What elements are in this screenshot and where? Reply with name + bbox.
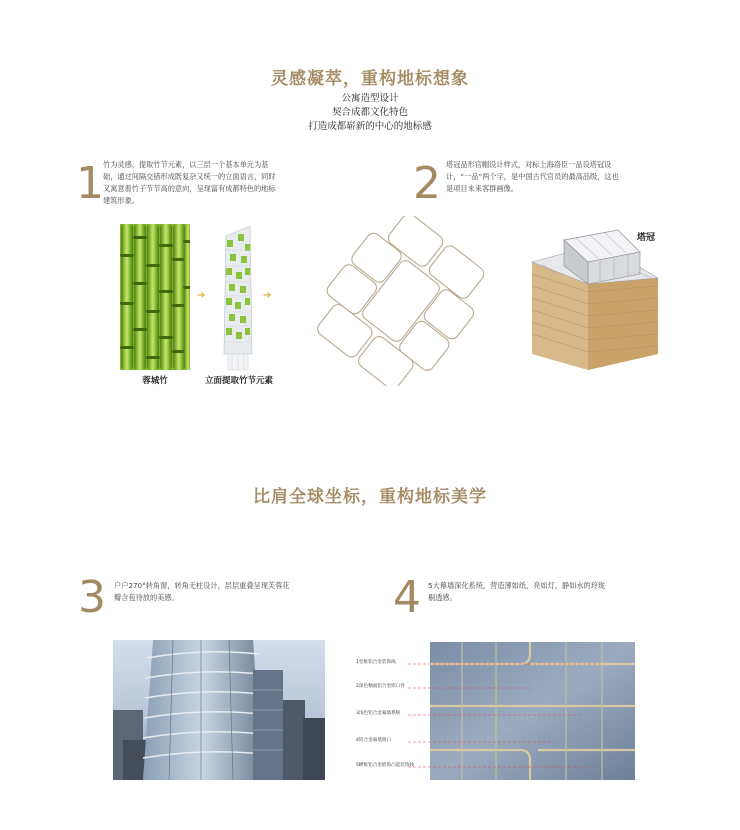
item2-line: 是项目未来客群画像。: [446, 184, 518, 193]
item1-line: 础，通过间隔交错形成既复杂又统一的立面语言，同时: [103, 172, 276, 181]
building-corner-photo: [113, 640, 325, 780]
curtain-label-5: 5横框铝合金嵌饰凸起装饰线: [356, 763, 415, 768]
floor-plan-diagram: [312, 216, 490, 386]
section2-title: 比肩全球坐标，重构地标美学: [253, 487, 487, 507]
item2-number: 2: [413, 158, 441, 209]
curtain-label-3: 3浅色铝合金幕墙系统: [356, 711, 401, 716]
curtain-label-4: 4铝合金幕墙窗口: [356, 738, 392, 743]
bamboo-image: [120, 224, 190, 370]
caption-tower: 立面提取竹节元素: [204, 376, 273, 386]
section1-subtitle-2: 契合成都文化特色: [331, 107, 408, 118]
item4-description: [428, 580, 668, 604]
item4-line: 5大幕墙深化系统，营造薄如纸，亮如灯，静如水的玲珑: [428, 581, 606, 590]
arrow-right-icon: ➔: [263, 290, 272, 301]
item2-description: [446, 159, 666, 195]
curtain-label-2: 2深色釉面铝合金嵌口件: [356, 684, 405, 689]
caption-bamboo: 蓉城竹: [142, 376, 168, 386]
arrow-right-icon: ➔: [197, 290, 206, 301]
bamboo-facade-tower-image: [220, 226, 256, 372]
item1-description: [103, 159, 318, 207]
section1-subtitle-1: 公寓造型设计: [341, 93, 399, 104]
item2-line: 塔冠品形官帽设计样式，对标上海洛臣一品设塔冠设: [446, 160, 612, 169]
item4-line: 剔透感。: [428, 593, 457, 602]
item3-description: [114, 580, 344, 604]
item3-number: 3: [78, 572, 106, 623]
item3-line: 户户270°转角窗，转角无柱设计，层层重叠呈现芙蓉花: [114, 581, 290, 590]
item1-line: 竹为灵感，提取竹节元素，以三层一个基本单元为基: [103, 160, 269, 169]
tower-crown-rendering: [528, 222, 662, 370]
item4-number: 4: [393, 572, 421, 623]
item1-line: 建筑形象。: [103, 196, 139, 205]
crown-label: 塔冠: [637, 233, 656, 243]
item3-line: 瓣含苞待放的美感。: [114, 593, 179, 602]
section1-title: 灵感凝萃，重构地标想象: [271, 69, 469, 89]
item2-line: 计，“一品”两个字，是中国古代官员的最高品级，这也: [446, 172, 619, 181]
curtain-label-1: 1竖框铝合金装饰线: [356, 660, 396, 665]
item1-number: 1: [76, 158, 104, 209]
section1-subtitle-3: 打造成都崭新的中心的地标感: [308, 121, 432, 132]
item1-line: 又寓意着竹子节节高的意向，呈现富有成都特色的地标: [103, 184, 276, 193]
